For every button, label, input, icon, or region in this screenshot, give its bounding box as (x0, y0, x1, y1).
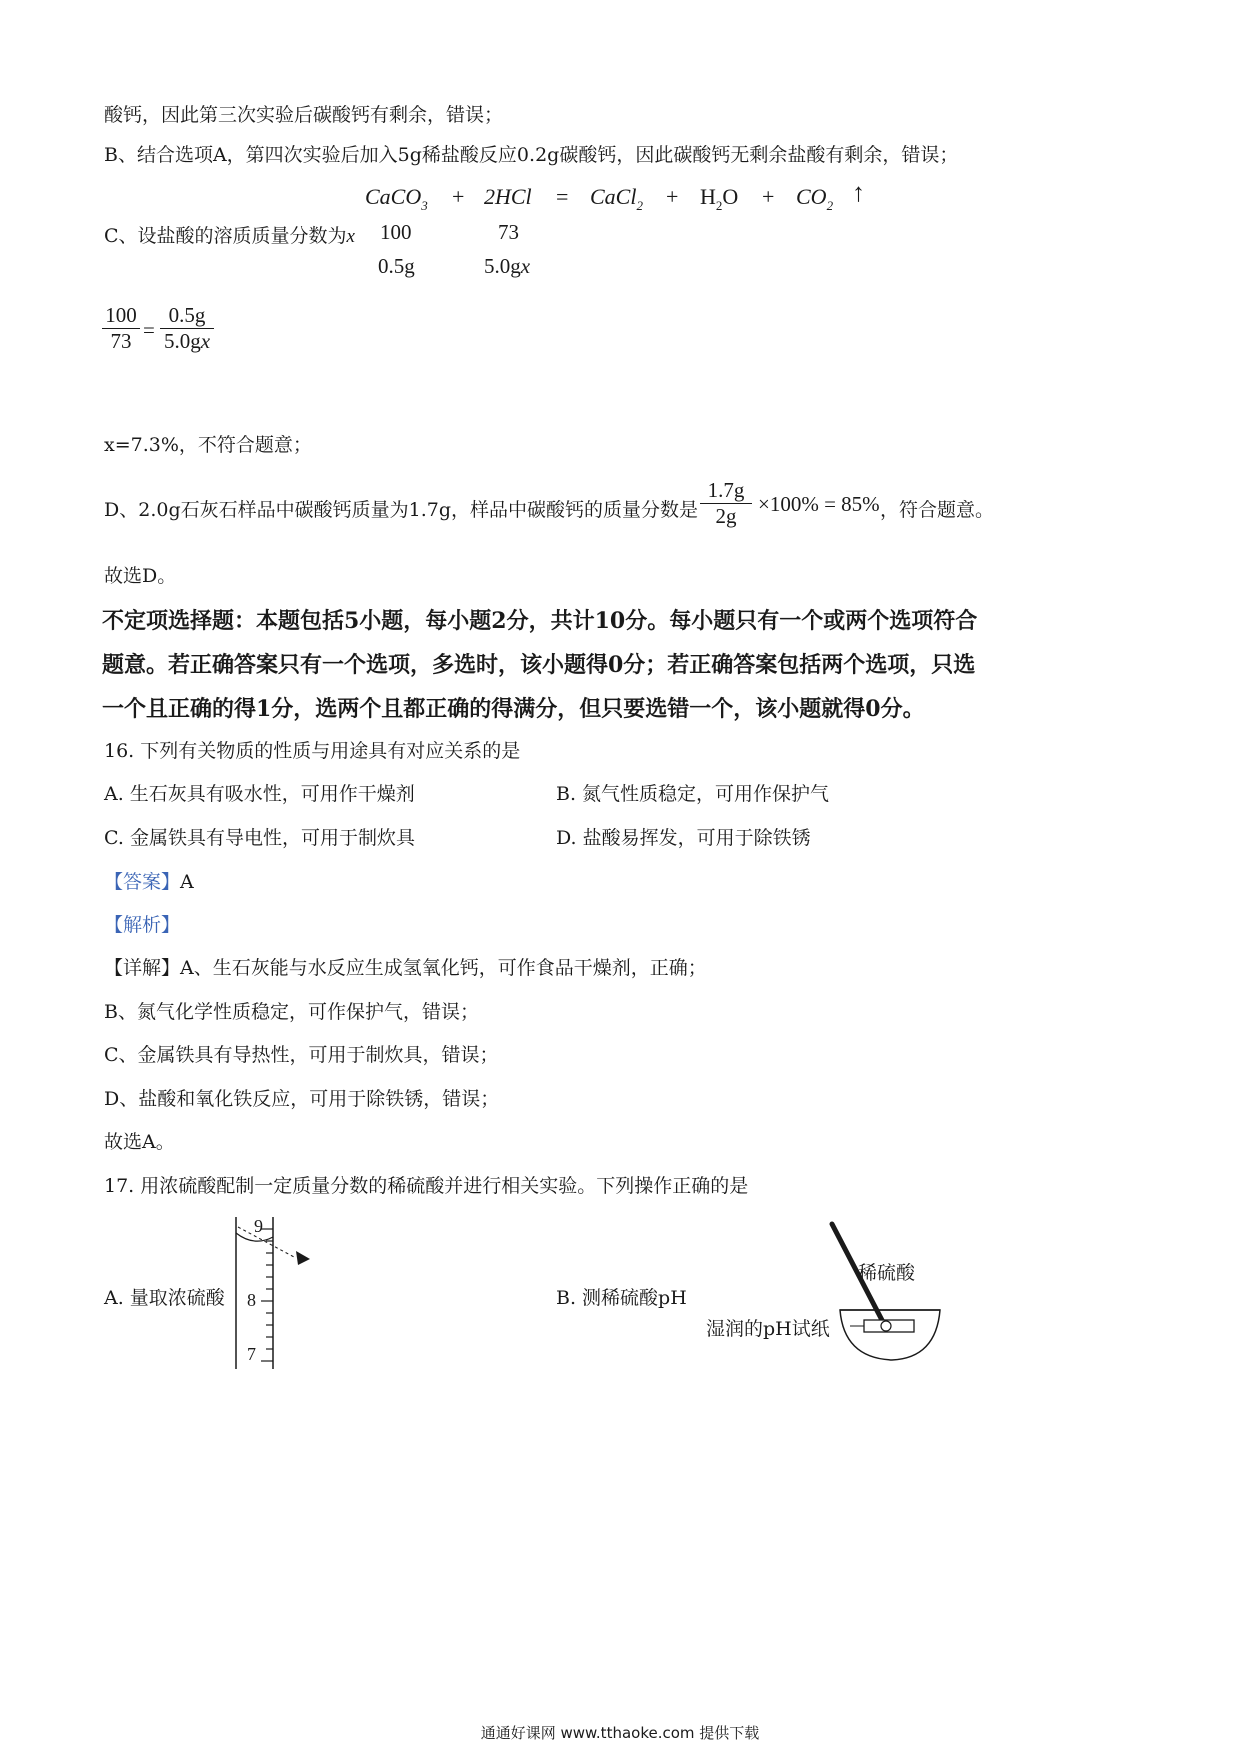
q16-answer: 【答案】A (104, 871, 194, 893)
detail-tag: 【详解】 (104, 957, 181, 979)
q16-detail-c: C、金属铁具有导热性，可用于制炊具，错误； (104, 1044, 499, 1066)
section-heading-line-2: 题意。若正确答案只有一个选项，多选时，该小题得0分；若正确答案包括两个选项，只选 (102, 652, 976, 678)
eq-plus-3: + (762, 184, 775, 209)
proportion-right-numerator: 0.5g (168, 303, 206, 327)
percent-rest: ×100% = 85% (758, 492, 880, 516)
percent-denominator: 2g (700, 503, 752, 529)
q16-analysis-tag: 【解析】 (104, 914, 181, 936)
graduated-cylinder-illustration (230, 1215, 330, 1375)
eq-h2o: $H_2O$ (700, 184, 739, 213)
section-heading-line-3: 一个且正确的得1分，选两个且都正确的得满分，但只要选错一个，该小题就得0分。 (102, 696, 925, 722)
molar-mass-hcl: 73 (498, 220, 519, 244)
q16-detail-a: 【详解】A、生石灰能与水反应生成氢氧化钙，可作食品干燥剂，正确； (104, 957, 707, 979)
page-footer: 通通好课网 www.tthaoke.com 提供下载 (480, 1724, 760, 1742)
proportion-right-denominator: 5.0gx (160, 328, 214, 354)
percent-fraction (700, 478, 752, 529)
section-heading-line-1: 不定项选择题：本题包括5小题，每小题2分，共计10分。每小题只有一个或两个选项符合 (102, 608, 978, 634)
q16-option-b: B. 氮气性质稳定，可用作保护气 (556, 783, 830, 805)
proportion-left-denominator: 73 (102, 328, 140, 354)
eq-caco3: CaCO$_3$ (365, 184, 428, 213)
eq-equals: = (556, 184, 569, 209)
text-line-1: 酸钙，因此第三次实验后碳酸钙有剩余，错误； (104, 104, 504, 126)
q16-stem: 16. 下列有关物质的性质与用途具有对应关系的是 (104, 740, 521, 762)
label-dilute-sulfuric-acid: 稀硫酸 (858, 1262, 916, 1284)
text-line-d: D、2.0g石灰石样品中碳酸钙质量为1.7g，样品中碳酸钙的质量分数是 (104, 499, 698, 521)
proportion-left-numerator: 100 (105, 303, 137, 327)
q17-stem: 17. 用浓硫酸配制一定质量分数的稀硫酸并进行相关实验。下列操作正确的是 (104, 1175, 749, 1197)
proportion-left-fraction (102, 303, 140, 354)
q16-detail-d: D、盐酸和氧化铁反应，可用于除铁锈，错误； (104, 1088, 500, 1110)
eq-co2: $CO_2$ (796, 184, 834, 213)
answer-tag: 【答案】 (104, 871, 181, 893)
cylinder-label-7: 7 (247, 1344, 256, 1364)
eq-hcl: 2HCl (484, 184, 532, 209)
eq-cacl2: CaCl$_2$ (590, 184, 643, 213)
percent-numerator: 1.7g (707, 478, 745, 502)
amount-hcl: 5.0gx (484, 254, 531, 278)
ph-test-illustration (820, 1220, 970, 1370)
text-line-d-end: ，符合题意。 (880, 499, 995, 521)
label-moist-ph-paper: 湿润的pH试纸 (706, 1318, 830, 1340)
cylinder-label-9: 9 (254, 1216, 263, 1236)
text-line-c-prefix: C、设盐酸的溶质质量分数为x (104, 225, 355, 247)
gas-arrow-icon: ↑ (852, 178, 865, 207)
eq-plus-1: + (452, 184, 465, 209)
cylinder-label-8: 8 (247, 1290, 256, 1310)
text-x-result: x=7.3%，不符合题意； (104, 434, 312, 456)
q17-option-b: B. 测稀硫酸pH (556, 1287, 687, 1309)
q16-option-a: A. 生石灰具有吸水性，可用作干燥剂 (104, 783, 415, 805)
q17-option-a: A. 量取浓硫酸 (104, 1287, 225, 1309)
proportion-right-fraction (160, 303, 214, 354)
text-choose-d: 故选D。 (104, 565, 177, 587)
eq-plus-2: + (666, 184, 679, 209)
molar-mass-caco3: 100 (380, 220, 412, 244)
q16-option-c: C. 金属铁具有导电性，可用于制炊具 (104, 827, 415, 849)
q16-detail-b: B、氮气化学性质稳定，可作保护气，错误； (104, 1001, 479, 1023)
amount-caco3: 0.5g (378, 254, 415, 278)
q16-option-d: D. 盐酸易挥发，可用于除铁锈 (556, 827, 811, 849)
q16-choose: 故选A。 (104, 1131, 175, 1153)
proportion-equals: = (143, 318, 155, 342)
text-line-2: B、结合选项A，第四次实验后加入5g稀盐酸反应0.2g碳酸钙，因此碳酸钙无剩余盐酸有剩余，错误； (104, 144, 959, 166)
